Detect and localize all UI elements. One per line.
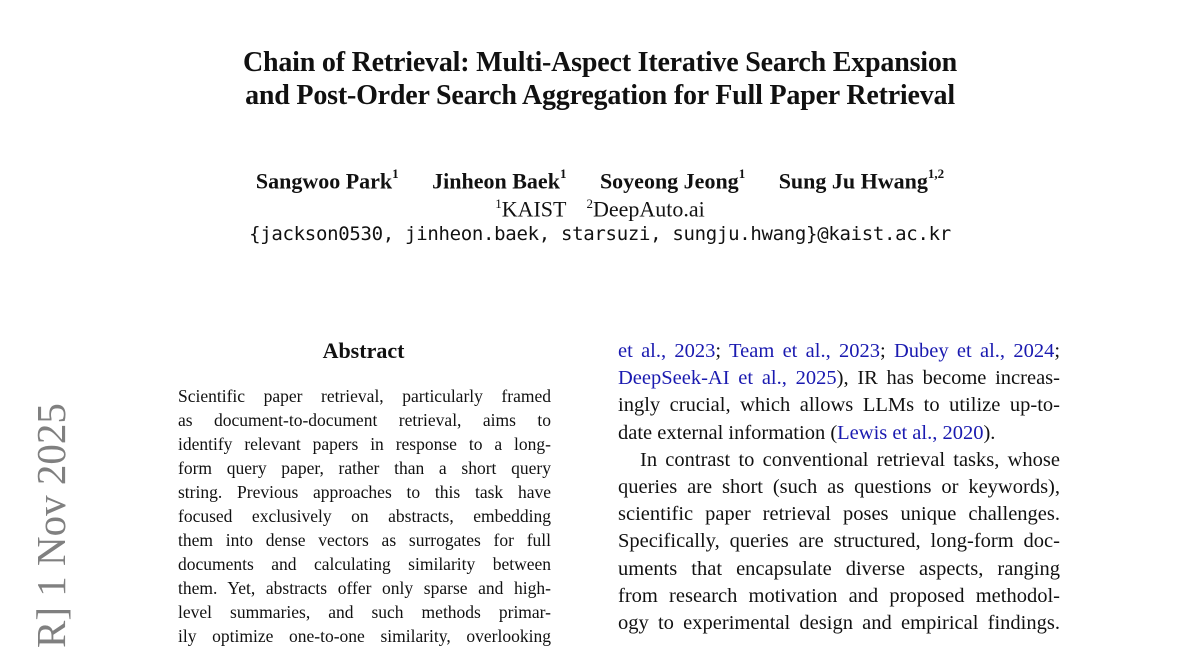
author-affiliation-mark: 1: [738, 166, 746, 181]
author-name: Sangwoo Park: [255, 168, 393, 194]
author-affiliation-mark: 1: [559, 166, 567, 181]
abstract-line: focused exclusively on abstracts, embedding: [178, 506, 551, 526]
author-emails[interactable]: {jackson0530, jinheon.baek, starsuzi, sungju.hwang}@kaist.ac.kr: [249, 223, 951, 245]
author-name: Jinheon Baek: [432, 168, 560, 194]
citation-link[interactable]: DeepSeek-AI et al., 2025: [618, 367, 837, 390]
affiliation-name: DeepAuto.ai: [592, 196, 705, 222]
affiliation-mark: 1: [495, 196, 502, 211]
arxiv-identifier-stamp: R] 1 Nov 2025: [28, 403, 74, 648]
body-text: date external information (: [618, 421, 838, 444]
title-line: Chain of Retrieval: Multi-Aspect Iterative Search Expansion: [242, 47, 958, 78]
abstract-line: as document-to-document retrieval, aims to: [178, 410, 551, 430]
body-line: scientific paper retrieval poses unique challenges.: [618, 503, 1060, 526]
abstract-line: form query paper, rather than a short query: [178, 458, 551, 478]
affiliation-name: KAIST: [501, 196, 567, 222]
body-text: ;: [715, 340, 730, 362]
introduction-body: [618, 338, 1060, 637]
abstract-line: identify relevant papers in response to a long-: [178, 434, 551, 454]
body-line: In contrast to conventional retrieval tasks, whose: [640, 448, 1060, 471]
body-line: [618, 338, 1060, 365]
citation-link[interactable]: Team et al., 2023: [729, 340, 880, 362]
title-line: and Post-Order Search Aggregation for Full Paper Retrieval: [245, 80, 955, 111]
author-name: Sung Ju Hwang: [778, 168, 928, 194]
abstract-line: string. Previous approaches to this task have: [178, 482, 551, 502]
body-text: ), IR has become increas-: [836, 367, 1060, 390]
citation-link[interactable]: Dubey et al., 2024: [893, 340, 1055, 362]
affiliation-mark: 2: [586, 196, 593, 211]
body-text: ;: [1054, 340, 1061, 362]
body-line: from research motivation and proposed methodol-: [618, 584, 1060, 607]
abstract-line: them. Yet, abstracts offer only sparse and high-: [178, 578, 551, 598]
body-text: ;: [879, 340, 894, 362]
body-line: Specifically, queries are structured, long-form doc-: [618, 530, 1060, 553]
body-line: [618, 365, 1060, 392]
abstract-line: them into dense vectors as surrogates for full: [178, 530, 551, 550]
body-line: queries are short (such as questions or keywords),: [618, 475, 1060, 498]
abstract-line: documents and calculating similarity between: [178, 554, 551, 574]
citation-link[interactable]: Lewis et al., 2020: [837, 421, 984, 444]
body-line: ingly crucial, which allows LLMs to utilize up-to-: [618, 394, 1060, 417]
abstract-line: level summaries, and such methods primar-: [178, 602, 551, 622]
citation-link[interactable]: et al., 2023: [618, 340, 716, 362]
abstract-line: Scientific paper retrieval, particularly framed: [178, 386, 551, 406]
affiliations: [0, 191, 1200, 222]
body-line: [618, 420, 1060, 447]
author-affiliation-mark: 1: [392, 166, 399, 181]
body-line: ogy to experimental design and empirical findings.: [618, 611, 1060, 634]
body-line: uments that encapsulate diverse aspects, ranging: [618, 557, 1060, 580]
body-text: ).: [983, 421, 996, 444]
abstract-line: ily optimize one-to-one similarity, overlooking: [178, 626, 551, 646]
abstract-body: [178, 384, 551, 648]
abstract-heading: Abstract: [322, 338, 405, 363]
author-name: Soyeong Jeong: [599, 168, 739, 194]
author-affiliation-mark: 1,2: [927, 166, 945, 181]
paper-title: [0, 46, 1200, 112]
